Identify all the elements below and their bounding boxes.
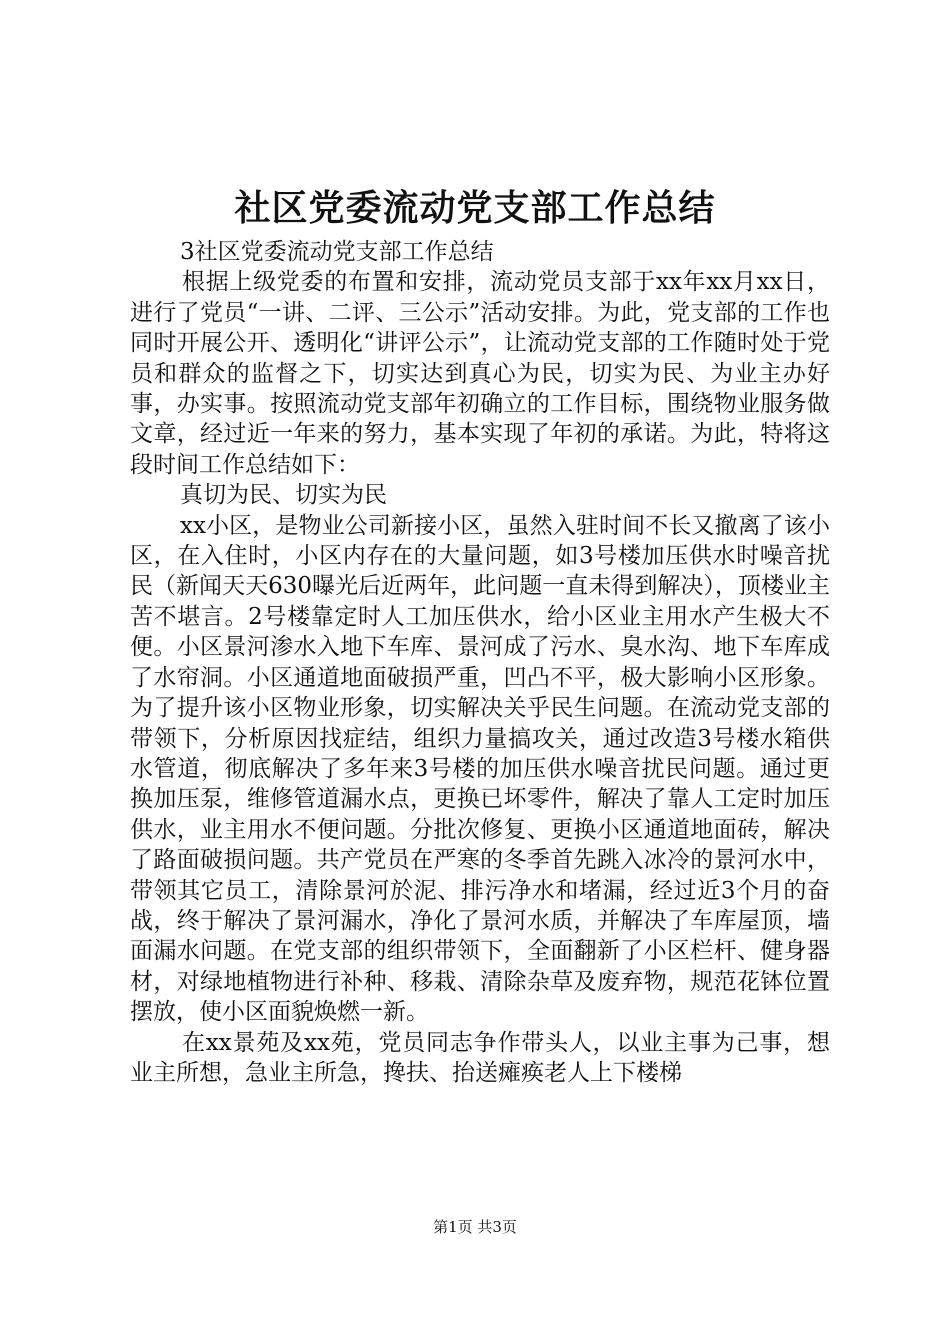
body-paragraph: 在xx景苑及xx苑，党员同志争作带头人，以业主事为己事，想业主所想，急业主所急，搀扶、抬送瘫痪老人上下楼梯 (130, 1029, 830, 1086)
document-title: 社区党委流动党支部工作总结 (234, 187, 716, 229)
subtitle-paragraph: 3社区党委流动党支部工作总结 (180, 239, 494, 265)
body-paragraph: xx小区，是物业公司新接小区，虽然入驻时间不长又撤离了该小区，在入住时，小区内存在的大量问题，如3号楼加压供水时噪音扰民（新闻天天630曝光后近两年，此问题一直未得到解决），顶楼业主苦不堪言。2号楼靠定时人工加压供水，给小区业主用水产生极大不便。小区景河渗水入地下车库、景河成了污水、臭水沟、地下车库成了水帘洞。小区通道地面破损严重，凹凸不平，极大影响小区形象。为了提升该小区物业形象，切实解决关乎民生问题。在流动党支部的带领下，分析原因找症结，组织力量搞攻关，通过改造3号楼水箱供水管道，彻底解决了多年来3号楼的加压供水噪音扰民问题。通过更换加压泵，维修管道漏水点，更换已坏零件，解决了靠人工定时加压供水，业主用水不便问题。分批次修复、更换小区通道地面砖，解决了路面破损问题。共产党员在严寒的冬季首先跳入冰冷的景河水中，带领其它员工，清除景河於泥、排污净水和堵漏，经过近3个月的奋战，终于解决了景河漏水，净化了景河水质，并解决了车库屋顶，墙面漏水问题。在党支部的组织带领下，全面翻新了小区栏杆、健身器材，对绿地植物进行补种、移栽、清除杂草及废弃物，规范花钵位置摆放，使小区面貌焕燃一新。 (130, 512, 830, 1026)
intro-paragraph: 根据上级党委的布置和安排，流动党员支部于xx年xx月xx日，进行了党员“一讲、二评、三公示”活动安排。为此，党支部的工作也同时开展公开、透明化“讲评公示”，让流动党支部的工作随时处于党员和群众的监督之下，切实达到真心为民，切实为民、为业主办好事，办实事。按照流动党支部年初确立的工作目标，围绕物业服务做文章，经过近一年来的努力，基本实现了年初的承诺。为此，特将这段时间工作总结如下： (130, 269, 830, 478)
page-footer: 第1页 共3页 (433, 1218, 517, 1236)
section-heading: 真切为民、切实为民 (180, 482, 387, 509)
document-body (130, 237, 830, 1088)
